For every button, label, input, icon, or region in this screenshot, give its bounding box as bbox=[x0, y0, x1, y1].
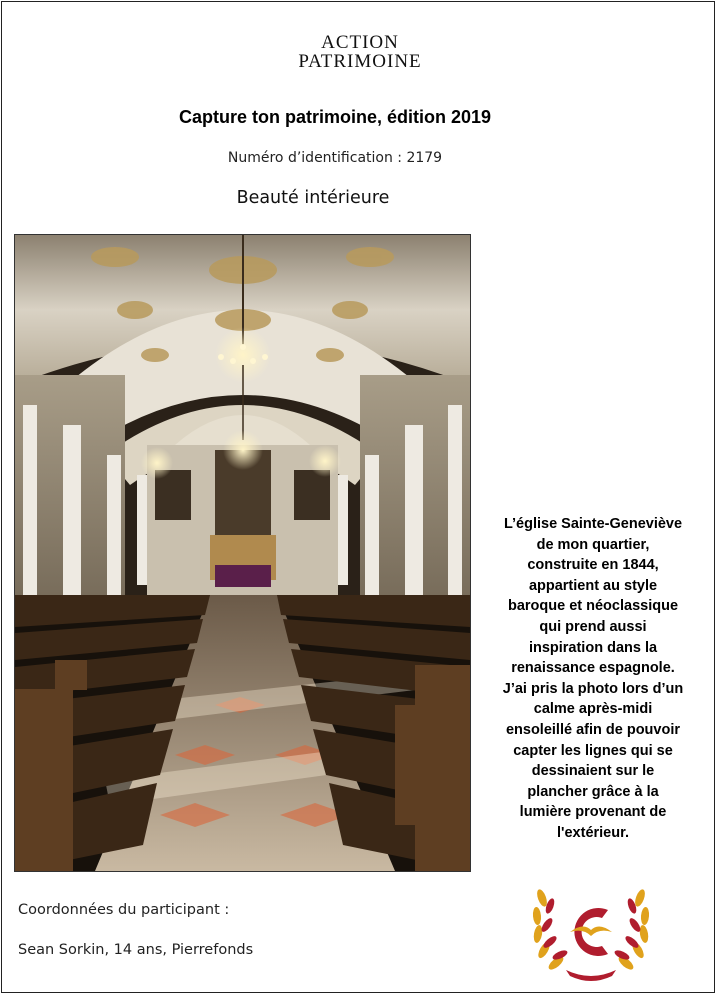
description-line: plancher grâce à la bbox=[527, 783, 659, 800]
description-line: lumière provenant de bbox=[519, 804, 667, 821]
photo-title: Beauté intérieure bbox=[236, 188, 390, 208]
contest-title: Capture ton patrimoine, édition 2019 bbox=[178, 107, 492, 127]
description-line: qui prend aussi bbox=[539, 618, 647, 635]
description-line: construite en 1844, bbox=[527, 557, 659, 574]
description-line: calme après-midi bbox=[533, 701, 653, 718]
description-line: dessinaient sur le bbox=[531, 763, 655, 780]
photo-description bbox=[484, 514, 702, 844]
description-line: renaissance espagnole. bbox=[511, 660, 675, 677]
church-interior-photo bbox=[14, 234, 471, 872]
participant-info: Sean Sorkin, 14 ans, Pierrefonds bbox=[18, 942, 254, 958]
participant-label: Coordonnées du participant : bbox=[18, 902, 230, 918]
laurel-c-logo-icon bbox=[528, 878, 654, 984]
description-line: J’ai pris la photo lors d’un bbox=[502, 680, 684, 697]
organization-name-line1: ACTION bbox=[321, 32, 399, 53]
description-line: capter les lignes qui se bbox=[513, 742, 673, 759]
description-line: L’église Sainte-Geneviève bbox=[503, 516, 683, 532]
description-line: ensoleillé afin de pouvoir bbox=[505, 721, 681, 738]
identification-number: Numéro d’identification : 2179 bbox=[227, 150, 443, 166]
organization-name-line2: PATRIMOINE bbox=[298, 51, 422, 72]
description-line: appartient au style bbox=[528, 577, 658, 594]
description-line: de mon quartier, bbox=[536, 536, 650, 553]
description-line: inspiration dans la bbox=[528, 639, 658, 656]
description-line: l'extérieur. bbox=[557, 824, 629, 841]
description-line: baroque et néoclassique bbox=[507, 598, 679, 615]
